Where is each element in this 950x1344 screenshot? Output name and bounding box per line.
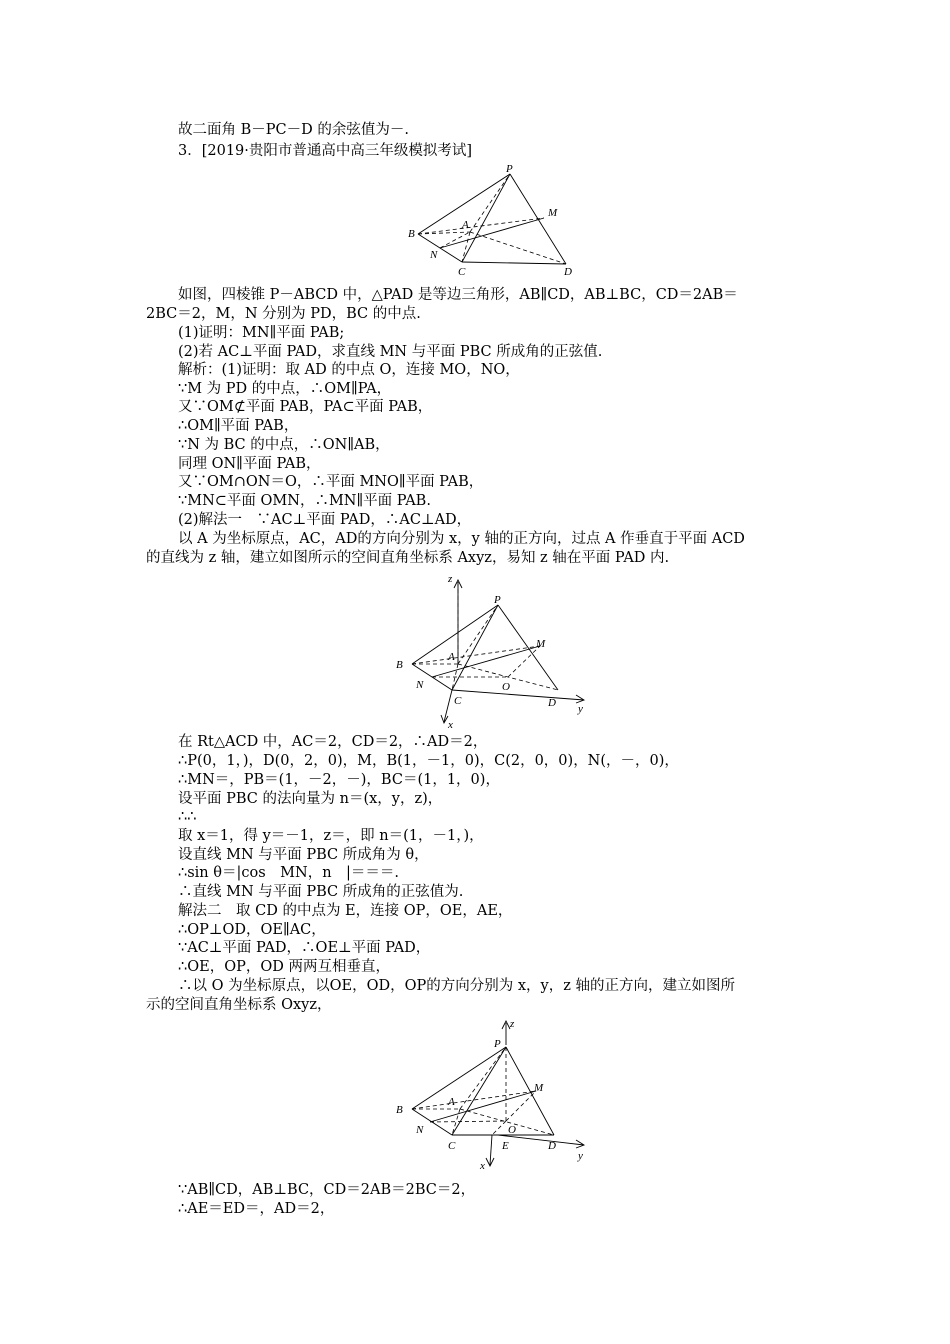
fig3-label-N: N [416,1124,424,1136]
text-line: 设平面 PBC 的法向量为 n＝(x，y，z)， [178,791,443,807]
fig2-label-D: D [548,697,556,709]
fig2-label-y: y [578,703,583,715]
text-line: ∵N 为 BC 的中点，∴ON∥AB， [178,437,390,453]
fig3-label-M: M [534,1082,544,1094]
fig2-label-B: B [396,659,403,671]
coordinate-figure-2 [388,572,594,730]
text-line: 又∵OM∩ON＝O，∴平面 MNO∥平面 PAB， [178,474,484,490]
text-line: 以 A 为坐标原点，AC，AD的方向分别为 x，y 轴的正方向，过点 A 作垂直于平面 ACD [178,531,745,547]
fig3-label-x: x [480,1160,485,1172]
fig1-label-N: N [430,249,438,261]
text-line: ∴以 O 为坐标原点，以OE，OD，OP的方向分别为 x，y，z 轴的正方向，建立如图所 [178,978,735,994]
fig1-label-A: A [462,219,469,231]
text-line: 的直线为 z 轴，建立如图所示的空间直角坐标系 Axyz，易知 z 轴在平面 PAD 内. [146,550,670,566]
text-line: 2BC＝2，M，N 分别为 PD，BC 的中点. [146,306,421,322]
text-line: ∴P(0，1，)，D(0，2，0)，M，B(1，－1，0)，C(2，0，0)，N(，－，0)， [178,753,679,769]
fig2-label-M: M [536,638,546,650]
text-line: ∴直线 MN 与平面 PBC 所成角的正弦值为. [178,884,464,900]
text-line: 同理 ON∥平面 PAB， [178,456,321,472]
fig2-label-P: P [494,594,501,606]
pyramid-figure-1 [400,162,590,280]
text-line: 又∵OM⊄平面 PAB，PA⊂平面 PAB， [178,399,433,415]
text-line: ∵MN⊂平面 OMN，∴MN∥平面 PAB. [178,493,431,509]
fig3-label-A: A [448,1096,455,1108]
text-line: 取 x＝1，得 y＝－1，z＝，即 n＝(1，－1，)， [178,828,484,844]
fig2-label-x: x [448,719,453,730]
text-line: 如图，四棱锥 P－ABCD 中，△PAD 是等边三角形，AB∥CD，AB⊥BC，CD＝2AB＝ [178,287,738,303]
fig1-label-M: M [548,207,558,219]
fig3-label-O: O [508,1124,516,1136]
text-line: ∴MN＝，PB＝(1，－2，－)，BC＝(1，1，0)， [178,772,500,788]
text-line: ∴OE，OP，OD 两两互相垂直， [178,959,390,975]
fig3-label-y: y [578,1150,583,1162]
solution-line: 解析：(1)证明：取 AD 的中点 O，连接 MO，NO， [178,362,520,378]
text-line: ∵AC⊥平面 PAD，∴OE⊥平面 PAD， [178,940,431,956]
problem-heading: 3．[2019·贵阳市普通高中高三年级模拟考试] [178,143,473,159]
fig1-label-C: C [458,266,466,278]
text-line: 示的空间直角坐标系 Oxyz， [146,997,332,1013]
text-line: ∴OP⊥OD，OE∥AC， [178,922,326,938]
fig1-label-D: D [564,266,572,278]
fig2-label-z: z [448,573,453,585]
text-line: (2)解法一 ∵AC⊥平面 PAD，∴AC⊥AD， [178,512,472,528]
fig2-label-N: N [416,679,424,691]
fig3-label-D: D [548,1140,556,1152]
text-line: ∵M 为 PD 的中点，∴OM∥PA， [178,381,392,397]
fig3-label-E: E [502,1140,509,1152]
fig3-label-C: C [448,1140,456,1152]
text-line: ∴OM∥平面 PAB， [178,418,299,434]
text-line: 故二面角 B－PC－D 的余弦值为－. [178,122,409,138]
text-line: ∴sin θ＝|cos MN，n |＝＝＝. [178,865,400,881]
text-line: (1)证明：MN∥平面 PAB; [178,325,345,341]
text-line: 设直线 MN 与平面 PBC 所成角为 θ， [178,847,429,863]
fig3-label-B: B [396,1104,403,1116]
text-line: 解法二 取 CD 的中点为 E，连接 OP，OE，AE， [178,903,513,919]
fig3-label-P: P [494,1038,501,1050]
fig1-label-B: B [408,228,415,240]
fig2-label-O: O [502,681,510,693]
fig3-label-z: z [510,1018,515,1030]
text-line: ∵AB∥CD，AB⊥BC，CD＝2AB＝2BC＝2， [178,1182,476,1198]
fig1-label-P: P [506,163,513,175]
fig2-label-C: C [454,695,462,707]
text-line: (2)若 AC⊥平面 PAD，求直线 MN 与平面 PBC 所成角的正弦值. [178,344,603,360]
text-line: ∴∴ [178,809,197,825]
fig2-label-A: A [448,651,455,663]
coordinate-figure-3 [388,1017,594,1175]
text-line: ∴AE＝ED＝，AD＝2， [178,1201,335,1217]
text-line: 在 Rt△ACD 中，AC＝2，CD＝2，∴AD＝2， [178,734,488,750]
